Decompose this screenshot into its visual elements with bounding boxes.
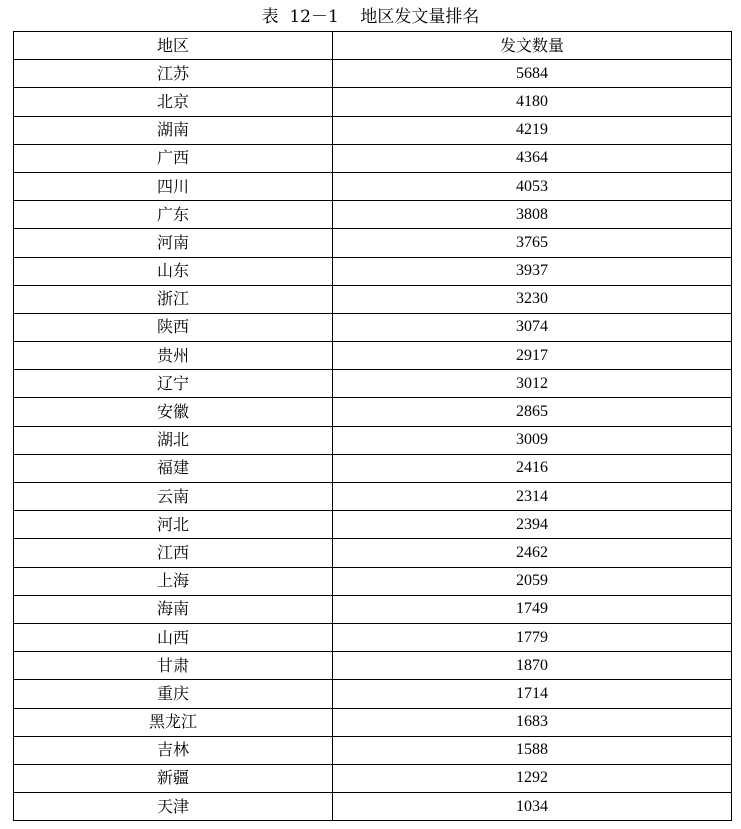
table-row (14, 539, 732, 567)
table-row (14, 144, 732, 172)
count-cell: 3808 (333, 201, 732, 229)
count-cell: 2416 (333, 454, 732, 482)
table-row (14, 764, 732, 792)
count-cell: 1749 (333, 595, 732, 623)
count-cell: 2314 (333, 483, 732, 511)
table-body (14, 60, 732, 821)
table-row (14, 313, 732, 341)
count-cell: 3937 (333, 257, 732, 285)
region-cell: 安徽 (14, 398, 333, 426)
count-cell: 4180 (333, 88, 732, 116)
count-cell: 3230 (333, 285, 732, 313)
table-row (14, 708, 732, 736)
table-row (14, 426, 732, 454)
table-row (14, 257, 732, 285)
count-cell: 3012 (333, 370, 732, 398)
count-cell: 1870 (333, 652, 732, 680)
table-row (14, 680, 732, 708)
count-cell: 2917 (333, 342, 732, 370)
count-cell: 1779 (333, 623, 732, 651)
region-cell: 甘肃 (14, 652, 333, 680)
count-cell: 4053 (333, 172, 732, 200)
region-cell: 北京 (14, 88, 333, 116)
header-count: 发文数量 (333, 32, 732, 60)
region-cell: 河南 (14, 229, 333, 257)
region-cell: 新疆 (14, 764, 333, 792)
region-cell: 江西 (14, 539, 333, 567)
region-cell: 辽宁 (14, 370, 333, 398)
count-cell: 2394 (333, 511, 732, 539)
region-cell: 河北 (14, 511, 333, 539)
table-row (14, 567, 732, 595)
region-cell: 山东 (14, 257, 333, 285)
table-row (14, 398, 732, 426)
table-row (14, 172, 732, 200)
table-row (14, 623, 732, 651)
count-cell: 1588 (333, 736, 732, 764)
table-row (14, 454, 732, 482)
region-cell: 福建 (14, 454, 333, 482)
header-region: 地区 (14, 32, 333, 60)
region-cell: 海南 (14, 595, 333, 623)
count-cell: 3009 (333, 426, 732, 454)
count-cell: 5684 (333, 60, 732, 88)
table-row (14, 116, 732, 144)
count-cell: 1683 (333, 708, 732, 736)
region-cell: 湖南 (14, 116, 333, 144)
region-cell: 陕西 (14, 313, 333, 341)
table-row (14, 370, 732, 398)
region-cell: 浙江 (14, 285, 333, 313)
table-row (14, 88, 732, 116)
region-cell: 湖北 (14, 426, 333, 454)
count-cell: 1292 (333, 764, 732, 792)
region-cell: 黑龙江 (14, 708, 333, 736)
region-cell: 云南 (14, 483, 333, 511)
table-row (14, 511, 732, 539)
region-cell: 吉林 (14, 736, 333, 764)
region-cell: 广西 (14, 144, 333, 172)
table-row (14, 652, 732, 680)
table-row (14, 483, 732, 511)
count-cell: 2462 (333, 539, 732, 567)
count-cell: 3074 (333, 313, 732, 341)
table-row (14, 285, 732, 313)
table-row (14, 229, 732, 257)
region-cell: 上海 (14, 567, 333, 595)
table-row (14, 736, 732, 764)
count-cell: 4364 (333, 144, 732, 172)
table-caption: 表 12－1 地区发文量排名 (261, 7, 480, 27)
region-cell: 江苏 (14, 60, 333, 88)
count-cell: 2059 (333, 567, 732, 595)
table-header-row (14, 32, 732, 60)
region-cell: 四川 (14, 172, 333, 200)
table-row (14, 793, 732, 821)
count-cell: 3765 (333, 229, 732, 257)
table-row (14, 201, 732, 229)
region-cell: 重庆 (14, 680, 333, 708)
count-cell: 1034 (333, 793, 732, 821)
table-row (14, 342, 732, 370)
table-row (14, 60, 732, 88)
region-publication-table (13, 31, 732, 821)
region-cell: 贵州 (14, 342, 333, 370)
region-cell: 山西 (14, 623, 333, 651)
region-cell: 广东 (14, 201, 333, 229)
count-cell: 4219 (333, 116, 732, 144)
count-cell: 1714 (333, 680, 732, 708)
count-cell: 2865 (333, 398, 732, 426)
table-row (14, 595, 732, 623)
region-cell: 天津 (14, 793, 333, 821)
